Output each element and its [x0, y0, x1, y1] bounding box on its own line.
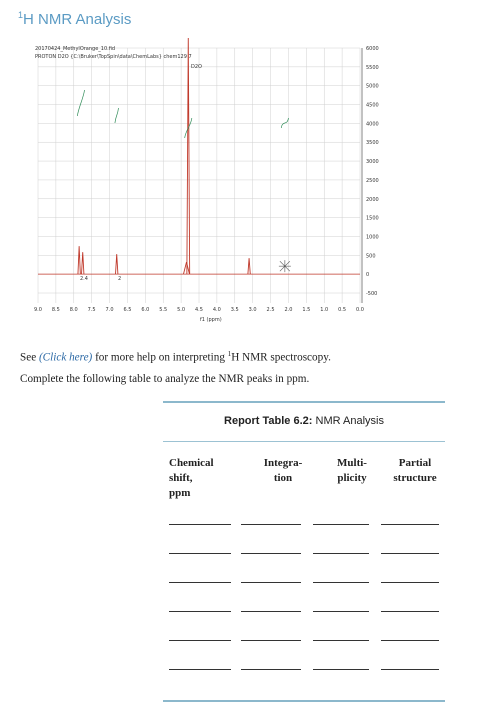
- spectrum-header-line1: 20170424_MethylOrange_10.fid: [35, 46, 116, 52]
- x-tick-label: 6.0: [141, 307, 150, 313]
- table-row: [163, 611, 445, 613]
- y-tick-label: 0: [366, 272, 370, 279]
- nmr-spectrum-image: [30, 38, 380, 323]
- y-tick-label: -500: [366, 291, 378, 297]
- integration-blank[interactable]: [241, 640, 301, 641]
- x-tick-label: 4.0: [212, 307, 221, 313]
- chemical-shift-blank[interactable]: [169, 553, 231, 554]
- x-tick-label: 1.0: [320, 307, 329, 313]
- y-tick-label: 1500: [366, 215, 379, 222]
- table-row: [163, 553, 445, 555]
- integration-blank[interactable]: [241, 553, 301, 554]
- x-tick-label: 3.5: [230, 307, 239, 313]
- y-tick-label: 3000: [366, 159, 379, 166]
- integration-label-2: 2: [118, 276, 122, 282]
- x-tick-label: 7.0: [105, 307, 114, 313]
- header-partial-structure: Partial structure: [393, 457, 437, 484]
- multiplicity-blank[interactable]: [313, 553, 369, 554]
- table-body: [163, 510, 445, 690]
- y-tick-label: 3500: [366, 140, 379, 147]
- y-tick-label: 6000: [366, 46, 379, 52]
- x-tick-label: 5.5: [159, 307, 168, 313]
- table-row: [163, 524, 445, 526]
- table-row: [163, 669, 445, 671]
- y-tick-label: 2500: [366, 177, 379, 184]
- y-tick-label: 2000: [366, 196, 379, 203]
- chemical-shift-blank[interactable]: [169, 582, 231, 583]
- multiplicity-blank[interactable]: [313, 582, 369, 583]
- report-table: [163, 401, 445, 690]
- table-header-row: [163, 442, 445, 510]
- integration-blank[interactable]: [241, 669, 301, 670]
- table-row: [163, 582, 445, 584]
- integration-blank[interactable]: [241, 524, 301, 525]
- chemical-shift-blank[interactable]: [169, 640, 231, 641]
- y-tick-label: 4500: [366, 102, 379, 109]
- y-tick-label: 4000: [366, 121, 379, 128]
- multiplicity-blank[interactable]: [313, 611, 369, 612]
- x-tick-label: 7.5: [87, 307, 96, 313]
- chemical-shift-blank[interactable]: [169, 611, 231, 612]
- partial-structure-blank[interactable]: [381, 669, 439, 670]
- y-tick-label: 5000: [366, 83, 379, 90]
- x-tick-label: 8.5: [51, 307, 60, 313]
- partial-structure-blank[interactable]: [381, 582, 439, 583]
- multiplicity-blank[interactable]: [313, 669, 369, 670]
- help-text: See (Click here) for more help on interpreting $^1$H NMR spectroscopy.: [20, 350, 331, 364]
- header-integration: Integra- tion: [263, 457, 303, 484]
- partial-structure-blank[interactable]: [381, 524, 439, 525]
- x-tick-label: 0.5: [338, 307, 347, 313]
- y-tick-label: 500: [366, 253, 376, 260]
- x-tick-label: 2.5: [266, 307, 275, 313]
- integration-blank[interactable]: [241, 582, 301, 583]
- x-tick-label: 0.0: [356, 307, 364, 313]
- help-link[interactable]: (Click here): [38, 351, 93, 364]
- x-tick-label: 9.0: [34, 307, 42, 313]
- header-chemical-shift: Chemical shift, ppm: [169, 457, 214, 499]
- x-tick-label: 3.0: [248, 307, 257, 313]
- page-title: $^1$H NMR Analysis: [18, 10, 132, 28]
- chemical-shift-blank[interactable]: [169, 524, 231, 525]
- x-axis-unit-label: f1 (ppm): [200, 317, 222, 323]
- instructions-text: Complete the following table to analyze the NMR peaks in ppm.: [20, 373, 310, 385]
- solvent-label: D2O: [191, 64, 202, 70]
- integration-label-1: 2.4: [80, 276, 88, 282]
- partial-structure-blank[interactable]: [381, 640, 439, 641]
- table-row: [163, 640, 445, 642]
- partial-structure-blank[interactable]: [381, 553, 439, 554]
- multiplicity-blank[interactable]: [313, 524, 369, 525]
- multiplicity-blank[interactable]: [313, 640, 369, 641]
- x-tick-label: 1.5: [302, 307, 311, 313]
- spectrum-header-line2: PROTON D2O {C:\Bruker\TopSpin\data\ChemLabs} chem129 7: [35, 54, 192, 60]
- x-tick-label: 2.0: [284, 307, 293, 313]
- x-tick-label: 6.5: [123, 307, 132, 313]
- x-tick-label: 4.5: [195, 307, 203, 313]
- integration-blank[interactable]: [241, 611, 301, 612]
- x-tick-label: 8.0: [69, 307, 78, 313]
- y-tick-label: 5500: [366, 64, 379, 71]
- chemical-shift-blank[interactable]: [169, 669, 231, 670]
- y-tick-label: 1000: [366, 234, 379, 241]
- x-tick-label: 5.0: [177, 307, 186, 313]
- header-multiplicity: Multi- plicity: [337, 457, 367, 484]
- partial-structure-blank[interactable]: [381, 611, 439, 612]
- table-caption: Report Table 6.2: NMR Analysis: [224, 415, 384, 427]
